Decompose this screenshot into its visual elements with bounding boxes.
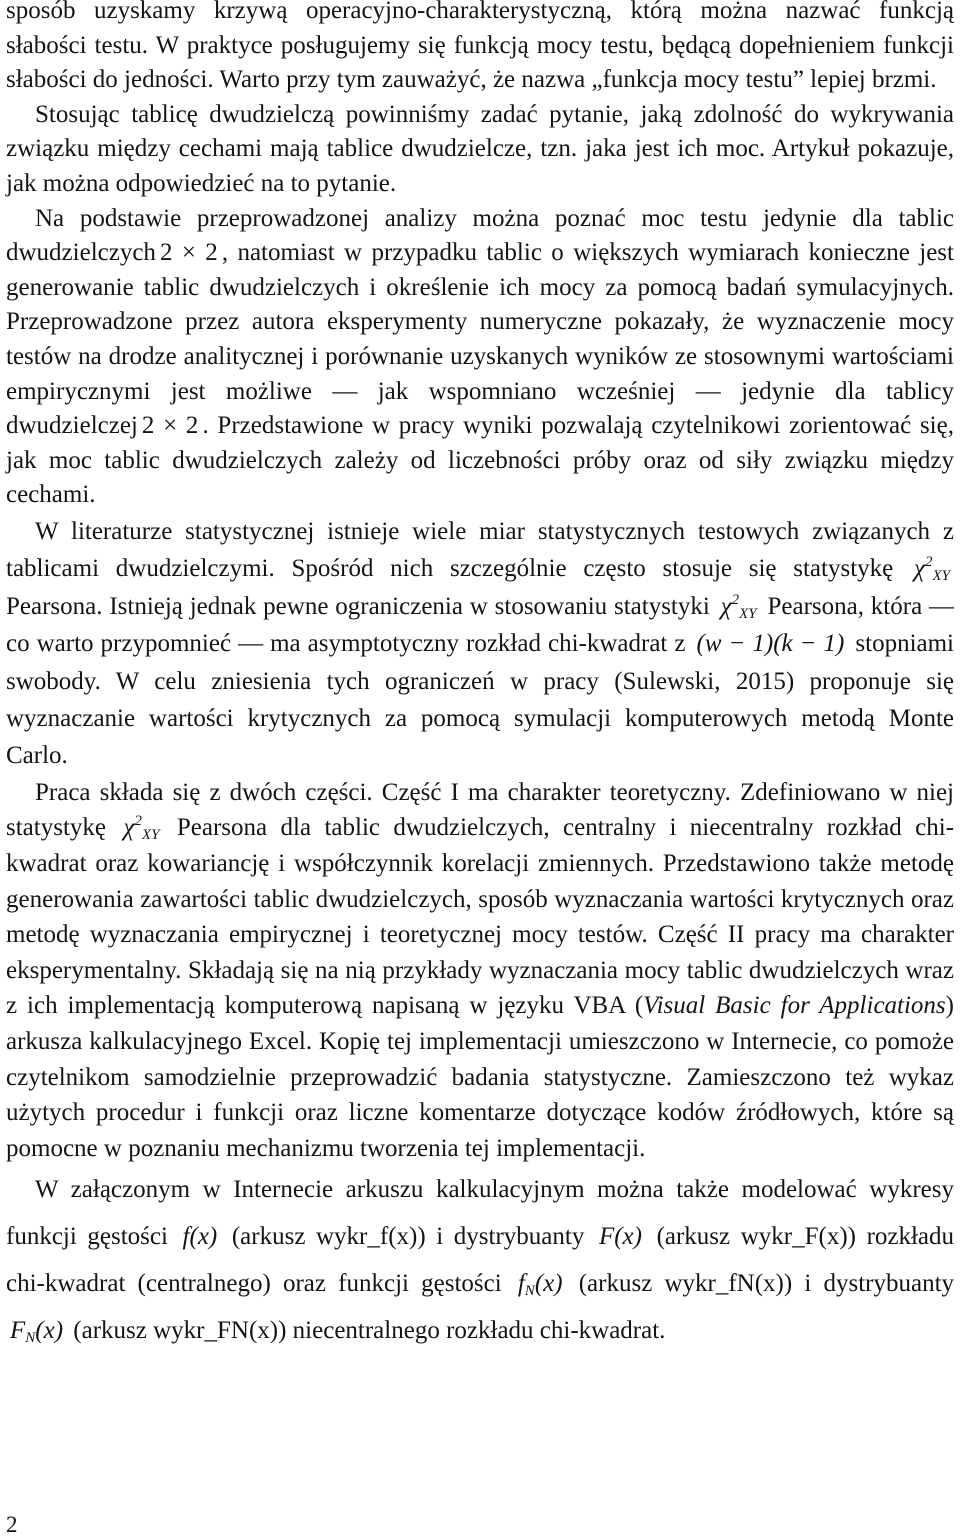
p3-text-c: . Przedstawione w pracy wyniki pozwalają czytelnikowi zorientować się, jak moc tablic dwudzielczych zależy od liczebności próby oraz od siły związku między cechami.	[6, 412, 954, 509]
p4-text-d: stopniami swobody. W celu zniesienia tych ograniczeń w pracy (Sulewski, 2015) proponuje się wyznaczanie wartości krytycznych za pomocą symulacji komputerowych metodą Monte Carlo.	[6, 630, 954, 770]
math-degrees-of-freedom: (w − 1)(k − 1)	[696, 630, 845, 658]
math-chi-xy-third: $\chi^2_{XY}$	[123, 813, 160, 844]
paragraph-4	[6, 513, 954, 775]
p6-text-d: (arkusz wykr_fN(x)) i dystrybuanty	[578, 1270, 955, 1298]
paragraph-1: sposób uzyskamy krzywą operacyjno-charakterystyczną, którą można nazwać funkcją słabości testu. W praktyce posługujemy się funkcją mocy testu, będącą dopełnieniem funkcji słabości do jedności. Warto przy tym zauważyć, że nazwa „funkcja mocy testu” lepiej brzmi.	[6, 0, 954, 94]
p3-text-a: Na podstawie przeprowadzonej analizy można poznać moc testu jedynie dla tablic dwudzielczych	[6, 204, 954, 267]
page-number: 2	[6, 1512, 18, 1537]
paragraph-3	[6, 202, 954, 513]
p6-text-e: (arkusz wykr_FN(x)) niecentralnego rozkładu chi-kwadrat.	[73, 1317, 666, 1345]
p5-text-d: ) arkusza kalkulacyjnego Excel. Kopię tej implementacji umieszczono w Internecie, co pomoże czytelnikom samodzielnie przeprowadzić badania statystyczne. Zamieszczono też wykaz użytych procedur i funkcji oraz liczne komentarze dotyczące kodów źródłowych, które są pomocne w poznaniu mechanizmu tworzenia tej implementacji.	[6, 992, 954, 1162]
p5-text-italic: Visual Basic for Applications	[643, 992, 946, 1020]
paragraph-6	[6, 1166, 954, 1354]
p4-text-a: W literaturze statystycznej istnieje wiele miar statystycznych testowych związanych z tablicami dwudzielczymi. Spośród nich szczególnie często stosuje się statystykę	[6, 517, 954, 583]
p6-text-a: W załączonym w Internecie arkuszu kalkulacyjnym można także modelować wykresy funkcji gęstości	[6, 1176, 954, 1251]
paragraph-2: Stosując tablicę dwudzielczą powinniśmy zadać pytanie, jaką zdolność do wykrywania związku między cechami mają tablice dwudzielcze, tzn. jaka jest ich moc. Artykuł pokazuje, jak można odpowiedzieć na to pytanie.	[6, 100, 954, 197]
math-FN-of-x: $F_N(x)$	[10, 1317, 64, 1347]
paragraph-5	[6, 775, 954, 1167]
p3-text-b: , natomiast w przypadku tablic o większych wymiarach konieczne jest generowanie tablic dwudzielczych i określenie ich mocy za pomocą badań symulacyjnych. Przeprowadzone przez autora eksperymenty numeryczne pokazały, że wyznaczenie mocy testów na drodze analitycznej i porównanie uzyskanych wyników ze stosownymi wartościami empirycznymi jest możliwe — jak wspomniano wcześniej — jedynie dla tablicy dwudzielczej	[6, 239, 954, 440]
math-fN-of-x: $f_N(x)$	[517, 1270, 563, 1300]
math-chi-xy: $\chi^2_{XY}$	[913, 554, 950, 585]
p4-text-b: Pearsona. Istnieją jednak pewne ograniczenia w stosowaniu statystyki	[6, 592, 710, 620]
p4-text-c: Pearsona, która — co warto przypomnieć — ma asymptotyczny rozkład chi-kwadrat z	[6, 592, 954, 658]
math-2x2-second: 2 × 2	[141, 412, 199, 440]
math-chi-xy-second: $\chi^2_{XY}$	[720, 591, 757, 622]
p6-text-b: (arkusz wykr_f(x)) i dystrybuanty	[231, 1223, 585, 1251]
p5-text-a: Praca składa się z dwóch części. Część I ma charakter teoretyczny. Zdefiniowano w niej statystykę	[6, 778, 954, 842]
math-f-of-x: f(x)	[182, 1223, 218, 1251]
document-page	[6, 0, 954, 1354]
math-2x2: 2 × 2	[159, 239, 218, 267]
p6-text-c: (arkusz wykr_F(x)) rozkładu chi-kwadrat (centralnego) oraz funkcji gęstości	[6, 1223, 955, 1298]
p5-text-b: Pearsona dla tablic dwudzielczych, centralny i niecentralny rozkład chi-kwadrat oraz kowariancję i współczynnik korelacji zmiennych. Przedstawiono także metodę generowania zawartości tablic dwudzielczych, sposób wyznaczania wartości krytycznych oraz metodę wyznaczania empirycznej i teoretycznej mocy testów. Część II pracy ma charakter eksperymentalny. Składają się na nią przykłady wyznaczania mocy tablic dwudzielczych wraz z ich implementacją komputerową napisaną w języku VBA (	[6, 814, 955, 1020]
math-F-of-x: F(x)	[598, 1223, 642, 1251]
